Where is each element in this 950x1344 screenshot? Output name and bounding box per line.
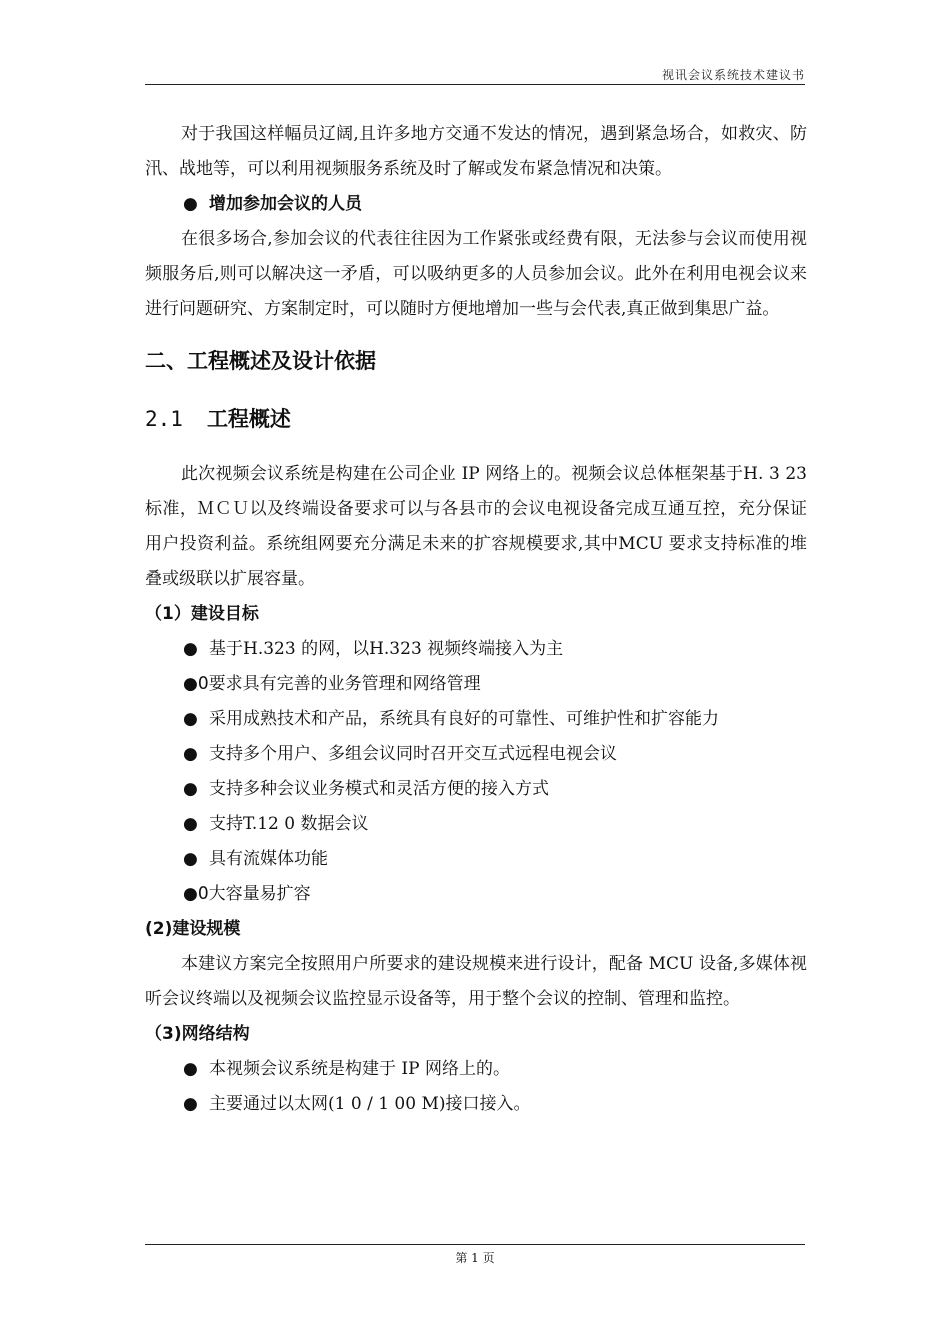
header-divider (145, 84, 805, 85)
bullet-icon: ● (183, 194, 198, 214)
footer-divider (145, 1244, 805, 1245)
list-item: ● 采用成熟技术和产品，系统具有良好的可靠性、可维护性和扩容能力 (145, 702, 807, 737)
list-item: ● 具有流媒体功能 (145, 842, 807, 877)
section-title: 二、工程概述及设计依据 (145, 349, 376, 373)
paragraph-scale: 本建议方案完全按照用户所要求的建设规模来进行设计，配备 MCU 设备,多媒体视听会议终端以及视频会议监控显示设备等，用于整个会议的控制、管理和监控。 (145, 954, 807, 1009)
network-heading: （3)网络结构 (145, 1024, 250, 1044)
list-item: ● 支持多个用户、多组会议同时召开交互式远程电视会议 (145, 737, 807, 772)
bullet-icon: ● (183, 1094, 198, 1114)
goals-heading: （1）建设目标 (145, 604, 259, 624)
scale-heading: (2)建设规模 (145, 919, 241, 939)
bullet-icon: ● (183, 814, 198, 834)
document-body (145, 117, 807, 1122)
list-item: ● 支持T.12 0 数据会议 (145, 807, 807, 842)
bullet-icon: ● (183, 709, 198, 729)
subsection-number: 2.1 (145, 407, 183, 431)
bullet-icon: ●߀ (183, 674, 209, 694)
list-item: ●߀要求具有完善的业务管理和网络管理 (145, 667, 807, 702)
bullet-icon: ● (183, 744, 198, 764)
bullet-icon: ● (183, 849, 198, 869)
bullet-icon: ●߀ (183, 884, 209, 904)
bullet-icon: ● (183, 1059, 198, 1079)
list-item: ● 支持多种会议业务模式和灵活方便的接入方式 (145, 772, 807, 807)
bullet-heading: ● 增加参加会议的人员 (145, 187, 807, 222)
bullet-icon: ● (183, 779, 198, 799)
list-item: ● 本视频会议系统是构建于 IP 网络上的。 (145, 1052, 807, 1087)
paragraph-emergency: 对于我国这样幅员辽阔,且许多地方交通不发达的情况，遇到紧急场合，如救灾、防汛、战地等，可以利用视频服务系统及时了解或发布紧急情况和决策。 (145, 124, 807, 179)
subsection-title: 2.1 工程概述 (145, 407, 291, 431)
list-item: ●߀大容量易扩容 (145, 877, 807, 912)
bullet-icon: ● (183, 639, 198, 659)
paragraph-overview: 此次视频会议系统是构建在公司企业 IP 网络上的。视频会议总体框架基于H. 3 23标准，ＭＣＵ以及终端设备要求可以与各县市的会议电视设备完成互通互控，充分保证用户投资利益。系统组网要充分满足未来的扩容规模要求,其中MCU 要求支持标准的堆叠或级联以扩展容量。 (145, 464, 807, 589)
list-item: ● 基于H.323 的网，以H.323 视频终端接入为主 (145, 632, 807, 667)
list-item: ● 主要通过以太网(1 0 / 1 00 M)接口接入。 (145, 1087, 807, 1122)
running-header: 视讯会议系统技术建议书 (661, 68, 805, 82)
paragraph-participants: 在很多场合,参加会议的代表往往因为工作紧张或经费有限，无法参与会议而使用视频服务后,则可以解决这一矛盾，可以吸纳更多的人员参加会议。此外在利用电视会议来进行问题研究、方案制定时，可以随时方便地增加一些与会代表,真正做到集思广益。 (145, 229, 807, 319)
page-number: 第 1 页 (455, 1251, 495, 1265)
